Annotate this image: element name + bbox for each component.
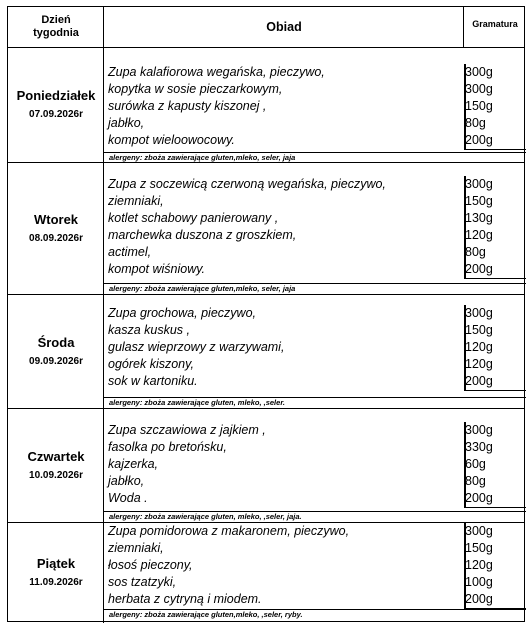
- dish-gram: 300g: [465, 82, 493, 96]
- dish-gram: 120g: [465, 228, 493, 242]
- dish-gram: 120g: [465, 558, 493, 572]
- meal-item: [104, 523, 526, 540]
- dish-gram: 300g: [465, 524, 493, 538]
- dish-name: jabłko,: [108, 474, 145, 488]
- dish-name: Zupa pomidorowa z makaronem, pieczywo,: [108, 524, 350, 538]
- dish-gram: 80g: [465, 474, 486, 488]
- gram-column-border: [464, 422, 466, 507]
- meal-item: [104, 439, 526, 456]
- day-name: Poniedziałek: [16, 88, 96, 103]
- day-row: [8, 48, 524, 163]
- dish-gram: 150g: [465, 194, 493, 208]
- gram-underline: [464, 278, 526, 279]
- meal-item: [104, 591, 526, 608]
- dish-gram: 100g: [465, 575, 493, 589]
- day-cell: [8, 409, 104, 522]
- dish-name: gulasz wieprzowy z warzywami,: [108, 340, 285, 354]
- gram-column-border: [464, 523, 466, 608]
- day-name: Wtorek: [33, 211, 79, 227]
- day-date: 11.09.2026r: [29, 577, 83, 588]
- dish-name: kopytka w sosie pieczarkowym,: [108, 82, 283, 96]
- dish-gram: 200g: [465, 592, 493, 606]
- meal-item: [104, 305, 526, 322]
- day-cell: [8, 163, 104, 294]
- menu-table: [7, 6, 525, 622]
- meal-item: [104, 193, 526, 210]
- dish-gram: 120g: [465, 340, 493, 354]
- day-row: [8, 163, 524, 295]
- meal-item: [104, 574, 526, 591]
- table-header: [8, 7, 524, 48]
- meal-list: [104, 422, 526, 507]
- dish-gram: 200g: [465, 491, 493, 505]
- meal-item: [104, 356, 526, 373]
- dish-gram: 200g: [465, 262, 493, 276]
- dish-name: Zupa szczawiowa z jajkiem ,: [108, 423, 266, 437]
- day-row: [8, 295, 524, 409]
- meal-item: [104, 261, 526, 278]
- gram-underline: [464, 390, 526, 391]
- meal-item: [104, 373, 526, 390]
- meal-list: [104, 176, 526, 278]
- day-date: 08.09.2026r: [29, 232, 83, 244]
- dish-gram: 300g: [465, 65, 493, 79]
- day-row: [8, 409, 524, 523]
- gram-column-border: [464, 305, 466, 390]
- day-date: 07.09.2026r: [29, 109, 83, 120]
- meal-item: [104, 490, 526, 507]
- dish-name: kasza kuskus ,: [108, 323, 190, 337]
- dish-gram: 80g: [465, 116, 486, 130]
- allergen-text: alergeny: zboża zawierające gluten,mleko, seler, jaja: [109, 284, 296, 293]
- dish-name: kotlet schabowy panierowany ,: [108, 211, 279, 225]
- allergen-text: alergeny: zboża zawierające gluten, mleko, ,seler.: [109, 398, 285, 407]
- dish-gram: 150g: [465, 99, 493, 113]
- meal-item: [104, 339, 526, 356]
- meal-item: [104, 210, 526, 227]
- dish-name: marchewka duszona z groszkiem,: [108, 228, 297, 242]
- day-name: Czwartek: [27, 448, 85, 464]
- header-gram: Gramatura: [472, 19, 518, 29]
- dish-gram: 80g: [465, 245, 486, 259]
- dish-name: fasolka po bretońsku,: [108, 440, 227, 454]
- dish-name: ziemniaki,: [108, 541, 164, 555]
- meal-item: [104, 422, 526, 439]
- dish-gram: 300g: [465, 423, 493, 437]
- meal-item: [104, 227, 526, 244]
- dish-gram: 150g: [465, 323, 493, 337]
- meal-item: [104, 115, 526, 132]
- day-date: 09.09.2026r: [29, 355, 83, 367]
- dish-name: kompot wiśniowy.: [108, 262, 206, 276]
- allergen-line: [104, 283, 526, 294]
- day-cell: [8, 295, 104, 408]
- allergen-line: [104, 152, 526, 163]
- day-name: Środa: [37, 334, 75, 350]
- dish-name: kajzerka,: [108, 457, 159, 471]
- day-cell: [8, 48, 104, 162]
- dish-name: jabłko,: [108, 116, 145, 130]
- dish-name: kompot wieloowocowy.: [108, 133, 235, 147]
- dish-gram: 60g: [465, 457, 486, 471]
- day-row: [8, 523, 524, 623]
- day-cell: [8, 523, 104, 623]
- dish-gram: 300g: [465, 306, 493, 320]
- meal-item: [104, 540, 526, 557]
- dish-name: herbata z cytryną i miodem.: [108, 592, 262, 606]
- dish-name: łosoś pieczony,: [108, 558, 193, 572]
- dish-name: sok w kartoniku.: [108, 374, 198, 388]
- day-date: 10.09.2026r: [29, 469, 83, 481]
- day-name: Piątek: [36, 556, 76, 571]
- allergen-text: alergeny: zboża zawierające gluten,mleko, ,seler, ryby.: [109, 610, 303, 619]
- dish-name: surówka z kapusty kiszonej ,: [108, 99, 267, 113]
- meal-list: [104, 64, 526, 149]
- dish-gram: 120g: [465, 357, 493, 371]
- allergen-line: [104, 511, 526, 522]
- header-meal: Obiad: [266, 20, 302, 34]
- allergen-text: alergeny: zboża zawierające gluten,mleko, seler, jaja: [109, 153, 296, 162]
- meal-item: [104, 81, 526, 98]
- dish-name: ogórek kiszony,: [108, 357, 194, 371]
- allergen-line: [104, 609, 526, 620]
- gram-column-border: [464, 64, 466, 149]
- dish-name: Woda .: [108, 491, 148, 505]
- meal-item: [104, 322, 526, 339]
- header-day-line1: Dzień: [41, 14, 71, 26]
- gram-underline: [464, 149, 526, 150]
- dish-name: Zupa z soczewicą czerwoną wegańska, pieczywo,: [108, 177, 386, 191]
- dish-name: ziemniaki,: [108, 194, 164, 208]
- dish-name: actimel,: [108, 245, 152, 259]
- gram-underline: [464, 507, 526, 508]
- meal-list: [104, 305, 526, 390]
- header-day: [8, 7, 104, 47]
- dish-name: Zupa grochowa, pieczywo,: [108, 306, 256, 320]
- meal-item: [104, 473, 526, 490]
- allergen-line: [104, 397, 526, 408]
- meal-item: [104, 244, 526, 261]
- meal-item: [104, 557, 526, 574]
- meal-item: [104, 456, 526, 473]
- dish-name: sos tzatzyki,: [108, 575, 177, 589]
- meal-item: [104, 64, 526, 81]
- gram-column-border: [464, 176, 466, 278]
- dish-gram: 200g: [465, 133, 493, 147]
- meal-list: [104, 523, 526, 608]
- dish-name: Zupa kalafiorowa wegańska, pieczywo,: [108, 65, 325, 79]
- header-divider-2: [463, 7, 464, 47]
- meal-item: [104, 132, 526, 149]
- dish-gram: 200g: [465, 374, 493, 388]
- meal-item: [104, 176, 526, 193]
- header-divider-1: [103, 7, 104, 47]
- dish-gram: 130g: [465, 211, 493, 225]
- header-day-line2: tygodnia: [33, 27, 79, 39]
- dish-gram: 330g: [465, 440, 493, 454]
- dish-gram: 150g: [465, 541, 493, 555]
- allergen-text: alergeny: zboża zawierające gluten, mleko, ,seler, jaja.: [109, 512, 302, 521]
- dish-gram: 300g: [465, 177, 493, 191]
- meal-item: [104, 98, 526, 115]
